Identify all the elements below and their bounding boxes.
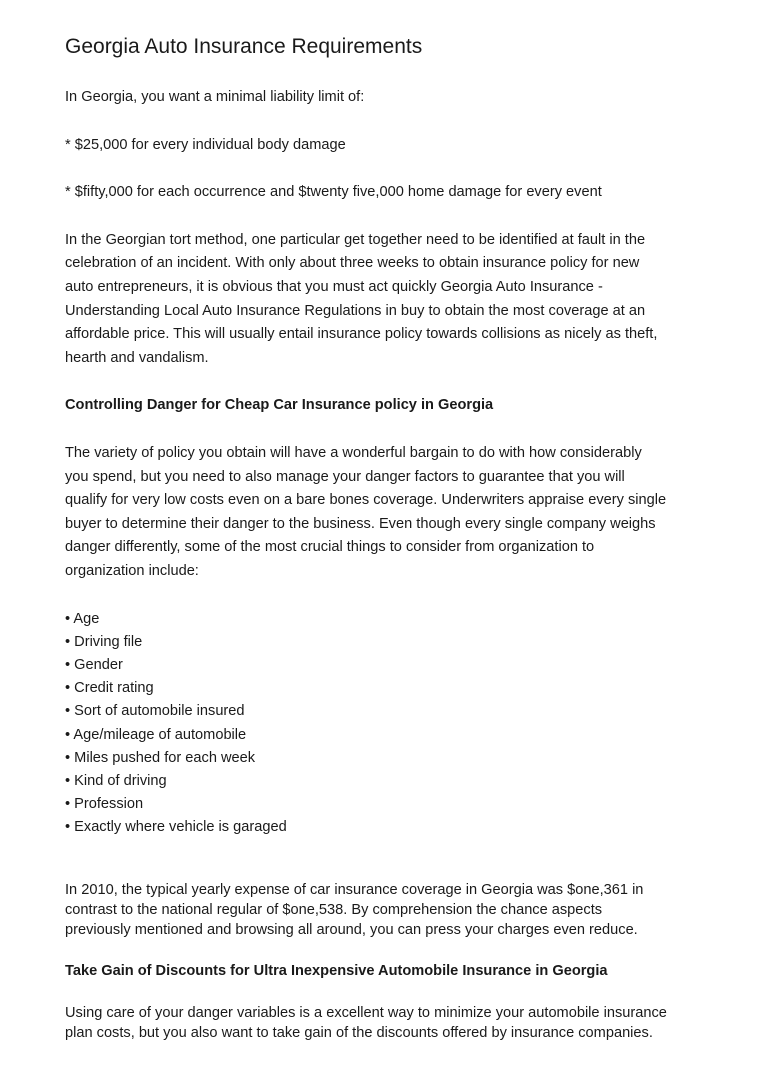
requirement-per-occurrence: * $fifty,000 for each occurrence and $twenty five,000 home damage for every event <box>65 184 602 201</box>
discounts-paragraph <box>65 1003 715 1043</box>
list-item: • Sort of automobile insured <box>65 703 245 720</box>
text-line: qualify for very low costs even on a bare bones coverage. Underwriters appraise every single <box>65 492 667 509</box>
text-line: The variety of policy you obtain will have a wonderful bargain to do with how considerably <box>65 444 642 461</box>
text-line: In 2010, the typical yearly expense of car insurance coverage in Georgia was $one,361 in <box>65 881 644 898</box>
list-item: • Credit rating <box>65 680 154 697</box>
text-line: danger differently, some of the most crucial things to consider from organization to <box>65 539 595 556</box>
text-line: you spend, but you need to also manage your danger factors to guarantee that you will <box>65 468 625 485</box>
cost-2010-paragraph <box>65 880 715 940</box>
list-item: • Age <box>65 610 100 627</box>
intro-paragraph: In Georgia, you want a minimal liability limit of: <box>65 89 365 105</box>
text-line: plan costs, but you also want to take gain of the discounts offered by insurance companies. <box>65 1025 653 1042</box>
list-item: • Exactly where vehicle is garaged <box>65 819 287 836</box>
text-line: previously mentioned and browsing all around, you can press your charges even reduce. <box>65 921 638 938</box>
document-page <box>65 32 715 1043</box>
list-item: • Gender <box>65 656 123 673</box>
text-line: auto entrepreneurs, it is obvious that you must act quickly Georgia Auto Insurance - <box>65 278 603 295</box>
list-item: • Age/mileage of automobile <box>65 726 247 743</box>
text-line: contrast to the national regular of $one,538. By comprehension the chance aspects <box>65 901 603 918</box>
list-item: • Driving file <box>65 633 143 650</box>
section-heading-discounts: Take Gain of Discounts for Ultra Inexpensive Automobile Insurance in Georgia <box>65 962 608 979</box>
page-title: Georgia Auto Insurance Requirements <box>65 35 423 58</box>
section-heading-danger: Controlling Danger for Cheap Car Insurance policy in Georgia <box>65 397 494 414</box>
text-line: buyer to determine their danger to the business. Even though every single company weighs <box>65 515 656 532</box>
text-line: organization include: <box>65 562 199 579</box>
tort-paragraph <box>65 229 715 371</box>
requirement-bodily-injury: * $25,000 for every individual body damage <box>65 136 346 153</box>
risk-factor-list <box>65 608 715 840</box>
list-item: • Kind of driving <box>65 772 167 789</box>
text-line: In the Georgian tort method, one particular get together need to be identified at fault in the <box>65 231 646 248</box>
text-line: affordable price. This will usually entail insurance policy towards collisions as nicely as theft, <box>65 326 658 343</box>
text-line: Using care of your danger variables is a excellent way to minimize your automobile insurance <box>65 1005 667 1022</box>
text-line: hearth and vandalism. <box>65 349 209 366</box>
list-item: • Profession <box>65 796 144 813</box>
text-line: Understanding Local Auto Insurance Regulations in buy to obtain the most coverage at an <box>65 302 646 319</box>
text-line: celebration of an incident. With only about three weeks to obtain insurance policy for new <box>65 255 640 272</box>
variety-paragraph <box>65 442 715 584</box>
list-item: • Miles pushed for each week <box>65 749 256 766</box>
